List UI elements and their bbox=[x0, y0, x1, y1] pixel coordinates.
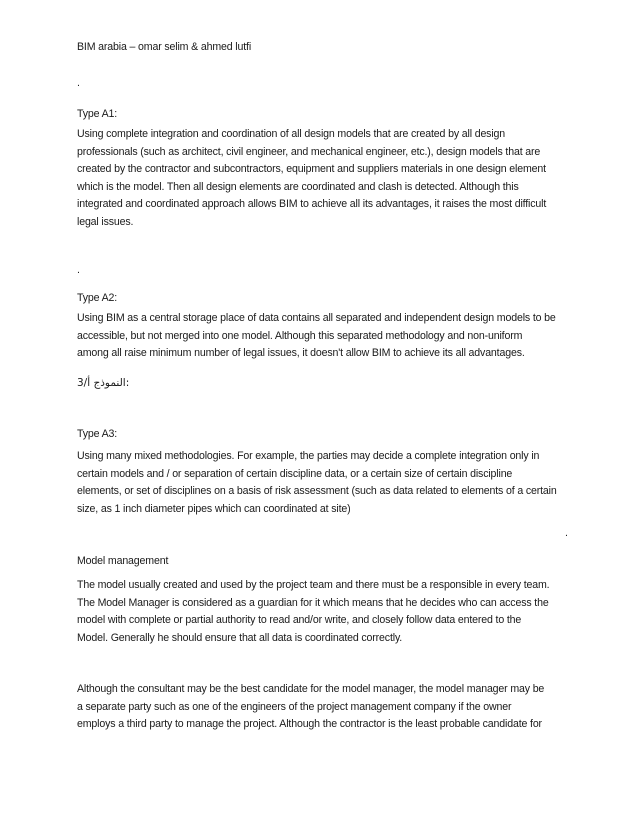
paragraph-line: a separate party such as one of the engineers of the project management company if the owner bbox=[77, 700, 512, 713]
paragraph-line: certain models and / or separation of certain discipline data, or a certain size of certain discipline bbox=[77, 467, 513, 480]
paragraph-line: created by the contractor and subcontractors, equipment and suppliers materials in one design element bbox=[77, 163, 546, 175]
model-management-paragraph-1 bbox=[77, 577, 569, 647]
type-a3-paragraph bbox=[77, 448, 569, 518]
paragraph-line: legal issues. bbox=[77, 215, 134, 228]
paragraph-line: employs a third party to manage the project. Although the contractor is the least probable candidate for bbox=[77, 718, 542, 730]
paragraph-line: Using BIM as a central storage place of data contains all separated and independent design models to be bbox=[77, 312, 556, 324]
paragraph-line: The model usually created and used by the project team and there must be a responsible in every team. bbox=[77, 579, 550, 591]
paragraph-line: Using many mixed methodologies. For example, the parties may decide a complete integration only in bbox=[77, 450, 540, 462]
separator-dot: . bbox=[77, 77, 80, 89]
paragraph-line: Model. Generally he should ensure that all data is coordinated correctly. bbox=[77, 631, 403, 644]
type-a2-paragraph bbox=[77, 310, 569, 363]
paragraph-line: Although the consultant may be the best candidate for the model manager, the model manager may be bbox=[77, 683, 545, 695]
arabic-note: 3/النموذج أ: bbox=[77, 377, 130, 389]
type-a1-paragraph bbox=[77, 126, 569, 231]
type-a3-heading: Type A3: bbox=[77, 428, 118, 440]
paragraph-line: model with complete or partial authority to read and/or write, and closely follow data entered to the bbox=[77, 614, 522, 626]
separator-dot: . bbox=[77, 264, 80, 276]
paragraph-line: which is the model. Then all design elements are coordinated and clash is detected. Although this bbox=[77, 180, 519, 193]
paragraph-line: elements, or set of disciplines on a basis of risk assessment (such as data related to elements of a certain bbox=[77, 485, 557, 497]
paragraph-line: The Model Manager is considered as a guardian for it which means that he decides who can access the bbox=[77, 596, 549, 609]
type-a1-heading: Type A1: bbox=[77, 108, 118, 120]
trailing-dot: . bbox=[565, 527, 568, 539]
paragraph-line: Using complete integration and coordination of all design models that are created by all design bbox=[77, 128, 506, 140]
paragraph-line: professionals (such as architect, civil engineer, and mechanical engineer, etc.), design models that are bbox=[77, 145, 541, 158]
page-header: BIM arabia – omar selim & ahmed lutfi bbox=[77, 41, 252, 53]
type-a2-heading: Type A2: bbox=[77, 292, 118, 304]
paragraph-line: among all raise minimum number of legal issues, it doesn't allow BIM to achieve its all advantages. bbox=[77, 347, 525, 359]
paragraph-line: size, as 1 inch diameter pipes which can coordinated at site) bbox=[77, 502, 351, 515]
model-management-paragraph-2 bbox=[77, 681, 569, 734]
paragraph-line: integrated and coordinated approach allows BIM to achieve all its advantages, it raises the most difficult bbox=[77, 198, 547, 210]
model-management-heading: Model management bbox=[77, 555, 169, 567]
paragraph-line: accessible, but not merged into one model. Although this separated methodology and non-uniform bbox=[77, 329, 523, 342]
